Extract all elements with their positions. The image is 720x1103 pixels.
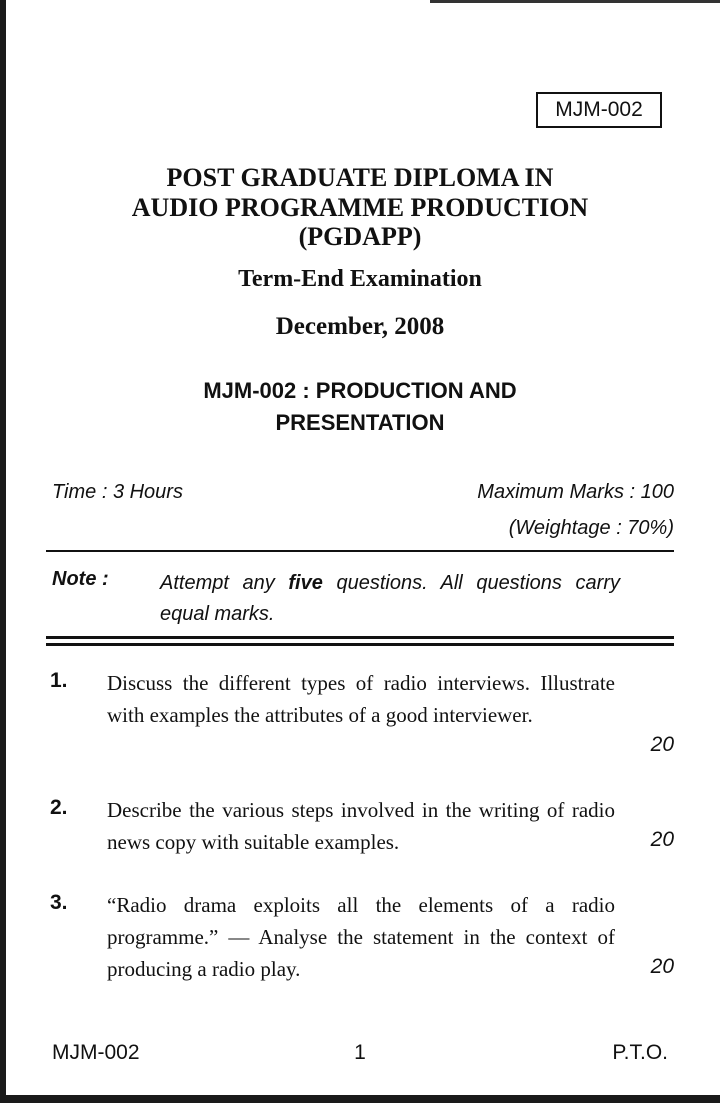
footer-paper-code: MJM-002 xyxy=(52,1041,140,1064)
course-title-line1: MJM-002 : PRODUCTION AND xyxy=(203,378,517,403)
question-marks: 20 xyxy=(650,828,674,851)
exam-name: Term-End Examination xyxy=(238,266,482,292)
note-emphasis: five xyxy=(288,572,323,594)
question-text: Discuss the different types of radio interviews. Illustrate with examples the attributes of a good interviewer. xyxy=(107,671,615,727)
exam-date: December, 2008 xyxy=(275,313,445,340)
question-text: “Radio drama exploits all the elements of a radio programme.” — Analyse the statement in the context of producing a radio play. xyxy=(107,893,615,981)
programme-title-line1: POST GRADUATE DIPLOMA IN xyxy=(166,163,554,192)
question-number: 2. xyxy=(50,796,68,819)
weightage: (Weightage : 70%) xyxy=(508,517,674,539)
footer-page-number: 1 xyxy=(354,1041,366,1064)
maximum-marks: Maximum Marks : 100 xyxy=(477,481,674,503)
paper-code-box: MJM-002 xyxy=(536,92,662,128)
question-number: 1. xyxy=(50,669,68,692)
note-text-after: questions. All questions carry equal marks. xyxy=(160,572,620,625)
question-text: Describe the various steps involved in the writing of radio news copy with suitable examples. xyxy=(107,798,615,854)
course-title-line2: PRESENTATION xyxy=(275,410,445,435)
note-text-before: Attempt any xyxy=(160,572,289,594)
footer-pto: P.T.O. xyxy=(612,1041,668,1064)
note-text xyxy=(160,568,620,630)
question-number: 3. xyxy=(50,891,68,914)
divider-rule xyxy=(46,550,674,552)
question-marks: 20 xyxy=(650,733,674,756)
programme-title-abbrev: (PGDAPP) xyxy=(298,222,422,251)
double-rule-top xyxy=(46,636,674,639)
scan-edge-bottom xyxy=(0,1095,720,1103)
double-rule-bottom xyxy=(46,643,674,646)
scan-edge-top xyxy=(430,0,720,3)
question-marks: 20 xyxy=(650,955,674,978)
note-label: Note : xyxy=(52,568,109,590)
programme-title-line2: AUDIO PROGRAMME PRODUCTION xyxy=(131,193,589,222)
time-allowed: Time : 3 Hours xyxy=(52,481,183,503)
